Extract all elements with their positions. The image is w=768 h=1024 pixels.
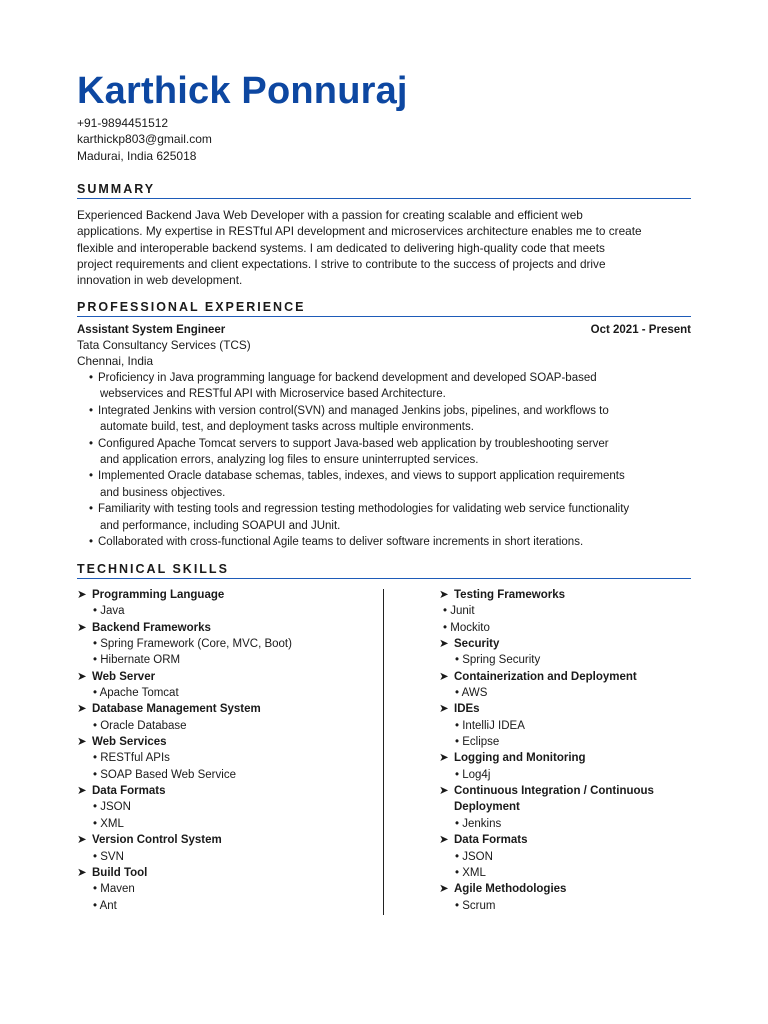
job-title: Assistant System Engineer [77, 324, 226, 336]
arrow-icon: ➤ [77, 703, 87, 716]
bullet-dot: • [455, 736, 460, 749]
skill-category [77, 783, 377, 799]
bullet-dot: • [93, 817, 98, 830]
bullet-line: and performance, including SOAPUI and JUnit. [100, 519, 341, 532]
skill-category [439, 881, 691, 897]
bullet-dot: • [455, 687, 460, 700]
bullet-dot: • [455, 768, 460, 781]
bullet-dot: • [93, 752, 98, 765]
skill-category [77, 620, 377, 636]
bullet-dot: • [89, 437, 94, 450]
skill-category-label: Continuous Integration / Continuous Deployment [454, 785, 654, 814]
skill-item-label: AWS [461, 687, 488, 700]
bullet-dot: • [93, 899, 98, 912]
experience-bullet [89, 370, 693, 403]
bullet-dot: • [93, 719, 98, 732]
skill-item [77, 849, 377, 865]
bullet-dot: • [89, 503, 94, 516]
skill-item [77, 603, 377, 619]
skill-item-label: Spring Security [462, 654, 541, 667]
bullet-line: and application errors, analyzing log files to ensure uninterrupted services. [100, 454, 479, 467]
skill-item [439, 734, 691, 750]
skill-item [77, 767, 377, 783]
skill-category-label: Data Formats [92, 785, 166, 798]
skill-item [77, 881, 377, 897]
skill-item [77, 898, 377, 914]
arrow-icon: ➤ [77, 785, 87, 798]
bullet-line: Implemented Oracle database schemas, tables, indexes, and views to support application requirements [98, 470, 625, 483]
experience-bullet [89, 534, 693, 550]
bullet-dot: • [455, 866, 460, 879]
bullet-dot: • [93, 768, 98, 781]
skill-category-label: Build Tool [92, 866, 148, 879]
bullet-dot: • [443, 621, 448, 634]
skill-category-label: Testing Frameworks [454, 589, 565, 601]
skill-category-label: Logging and Monitoring [454, 752, 586, 765]
bullet-dot: • [93, 638, 98, 651]
skill-item [439, 718, 691, 734]
skill-item-label: Junit [450, 605, 475, 618]
skill-item [77, 636, 377, 652]
experience-bullets [89, 370, 693, 550]
skill-item-label: SOAP Based Web Service [100, 768, 236, 781]
skill-category-label: Web Server [92, 670, 156, 683]
skill-category [77, 669, 377, 685]
skill-category-label: Containerization and Deployment [454, 670, 637, 683]
bullet-dot: • [455, 899, 460, 912]
bullet-dot: • [89, 536, 94, 549]
skill-item [77, 685, 377, 701]
bullet-line: automate build, test, and deployment tasks across multiple environments. [100, 421, 474, 434]
job-location: Chennai, India [77, 354, 154, 368]
summary-line: applications. My expertise in RESTful API development and microservices architecture enables me to create [77, 224, 642, 239]
experience-bullet [89, 501, 693, 534]
arrow-icon: ➤ [439, 752, 449, 765]
skill-item [77, 799, 377, 815]
skill-item [77, 718, 377, 734]
skill-category-label: Programming Language [92, 589, 225, 601]
skill-item-label: Hibernate ORM [100, 654, 181, 667]
bullet-dot: • [93, 883, 98, 896]
experience-bullet [89, 403, 693, 436]
bullet-dot: • [455, 719, 460, 732]
skills-column-right [439, 587, 691, 914]
skill-item-label: JSON [100, 801, 131, 814]
skill-category-label: Data Formats [454, 834, 528, 847]
arrow-icon: ➤ [77, 670, 87, 683]
skill-category [439, 783, 691, 816]
bullet-line: webservices and RESTful API with Microservice based Architecture. [100, 388, 446, 401]
skill-item [77, 652, 377, 668]
bullet-dot: • [89, 470, 94, 483]
skill-category-label: Web Services [92, 736, 167, 749]
skill-item-label: JSON [462, 850, 493, 863]
experience-bullet [89, 436, 693, 469]
skill-category-label: Security [454, 638, 500, 651]
arrow-icon: ➤ [77, 834, 87, 847]
bullet-dot: • [93, 654, 98, 667]
skill-item-label: Ant [99, 899, 117, 912]
arrow-icon: ➤ [77, 621, 87, 634]
arrow-icon: ➤ [439, 834, 449, 847]
experience-heading: PROFESSIONAL EXPERIENCE [77, 300, 306, 314]
bullet-line: Familiarity with testing tools and regression testing methodologies for validating web service functionality [98, 503, 630, 516]
summary-divider [77, 198, 691, 199]
bullet-dot: • [455, 850, 460, 863]
arrow-icon: ➤ [439, 785, 449, 798]
skills-column-divider [383, 589, 384, 915]
skill-category [439, 701, 691, 717]
arrow-icon: ➤ [77, 589, 87, 601]
skills-heading: TECHNICAL SKILLS [77, 562, 229, 576]
arrow-icon: ➤ [439, 589, 449, 601]
bullet-dot: • [443, 605, 448, 618]
bullet-line: Configured Apache Tomcat servers to support Java-based web application by troubleshooting server [98, 437, 609, 450]
skill-item-label: Mockito [450, 621, 490, 634]
experience-bullet [89, 468, 693, 501]
skill-item [439, 767, 691, 783]
skill-item [439, 603, 691, 619]
skill-item-label: Eclipse [462, 736, 500, 749]
skill-item [439, 620, 691, 636]
bullet-line: Integrated Jenkins with version control(SVN) and managed Jenkins jobs, pipelines, and workflows to [98, 404, 609, 417]
bullet-line: Collaborated with cross-functional Agile teams to deliver software increments in short iterations. [98, 536, 584, 549]
skill-category [77, 701, 377, 717]
skill-item-label: RESTful APIs [100, 752, 170, 765]
bullet-dot: • [93, 801, 98, 814]
company-name: Tata Consultancy Services (TCS) [77, 338, 251, 352]
skill-item [77, 816, 377, 832]
skill-category [77, 832, 377, 848]
skill-category-label: Version Control System [92, 834, 222, 847]
arrow-icon: ➤ [439, 883, 449, 896]
bullet-dot: • [93, 605, 98, 618]
bullet-dot: • [89, 372, 94, 384]
location: Madurai, India 625018 [77, 149, 197, 163]
arrow-icon: ➤ [439, 703, 449, 716]
skill-item [439, 816, 691, 832]
bullet-line: and business objectives. [100, 486, 226, 499]
arrow-icon: ➤ [77, 866, 87, 879]
skills-column-left [77, 587, 377, 914]
summary-heading: SUMMARY [77, 182, 156, 196]
skill-category-label: Backend Frameworks [92, 621, 211, 634]
skill-category [77, 587, 377, 603]
skill-item [439, 685, 691, 701]
summary-line: innovation in web development. [77, 273, 243, 288]
skill-category [439, 587, 691, 603]
bullet-dot: • [93, 687, 98, 700]
skill-item-label: Jenkins [462, 817, 502, 830]
skill-category-label: IDEs [454, 703, 480, 716]
arrow-icon: ➤ [439, 670, 449, 683]
bullet-line: Proficiency in Java programming language for backend development and developed SOAP-based [98, 372, 597, 384]
skill-category [439, 832, 691, 848]
skill-item-label: Apache Tomcat [99, 687, 179, 700]
bullet-dot: • [89, 404, 94, 417]
skill-item-label: Spring Framework (Core, MVC, Boot) [100, 638, 292, 651]
bullet-dot: • [455, 817, 460, 830]
summary-line: Experienced Backend Java Web Developer with a passion for creating scalable and efficient web [77, 208, 583, 222]
summary-text [77, 207, 691, 288]
experience-divider [77, 316, 691, 317]
bullet-dot: • [93, 850, 98, 863]
skill-item-label: SVN [100, 850, 124, 863]
skills-divider [77, 578, 691, 579]
bullet-dot: • [455, 654, 460, 667]
skill-item-label: Maven [100, 883, 135, 896]
arrow-icon: ➤ [439, 638, 449, 651]
skill-item [439, 849, 691, 865]
candidate-name: Karthick Ponnuraj [77, 70, 408, 112]
skill-category [439, 636, 691, 652]
skill-item [77, 750, 377, 766]
summary-line: flexible and interoperable backend systems. I am dedicated to delivering high-quality code that meets [77, 240, 605, 255]
arrow-icon: ➤ [77, 736, 87, 749]
skill-item [439, 898, 691, 914]
email-address: karthickp803@gmail.com [77, 132, 212, 146]
skill-item-label: Scrum [462, 899, 496, 912]
skill-item-label: XML [462, 866, 486, 879]
skill-category-label: Database Management System [92, 703, 261, 716]
phone-number: +91-9894451512 [77, 116, 169, 130]
skill-category [439, 750, 691, 766]
skill-category [77, 734, 377, 750]
summary-line: project requirements and client expectations. I strive to contribute to the success of projects and drive [77, 256, 606, 271]
skill-category-label: Agile Methodologies [454, 883, 567, 896]
skill-item-label: Log4j [462, 768, 491, 781]
job-date: Oct 2021 - Present [590, 324, 691, 336]
skill-item [439, 865, 691, 881]
skill-category [439, 669, 691, 685]
skill-item-label: IntelliJ IDEA [462, 719, 525, 732]
skill-item-label: Oracle Database [100, 719, 187, 732]
skill-item [439, 652, 691, 668]
skill-item-label: XML [100, 817, 124, 830]
skill-category [77, 865, 377, 881]
skill-item-label: Java [100, 605, 125, 618]
